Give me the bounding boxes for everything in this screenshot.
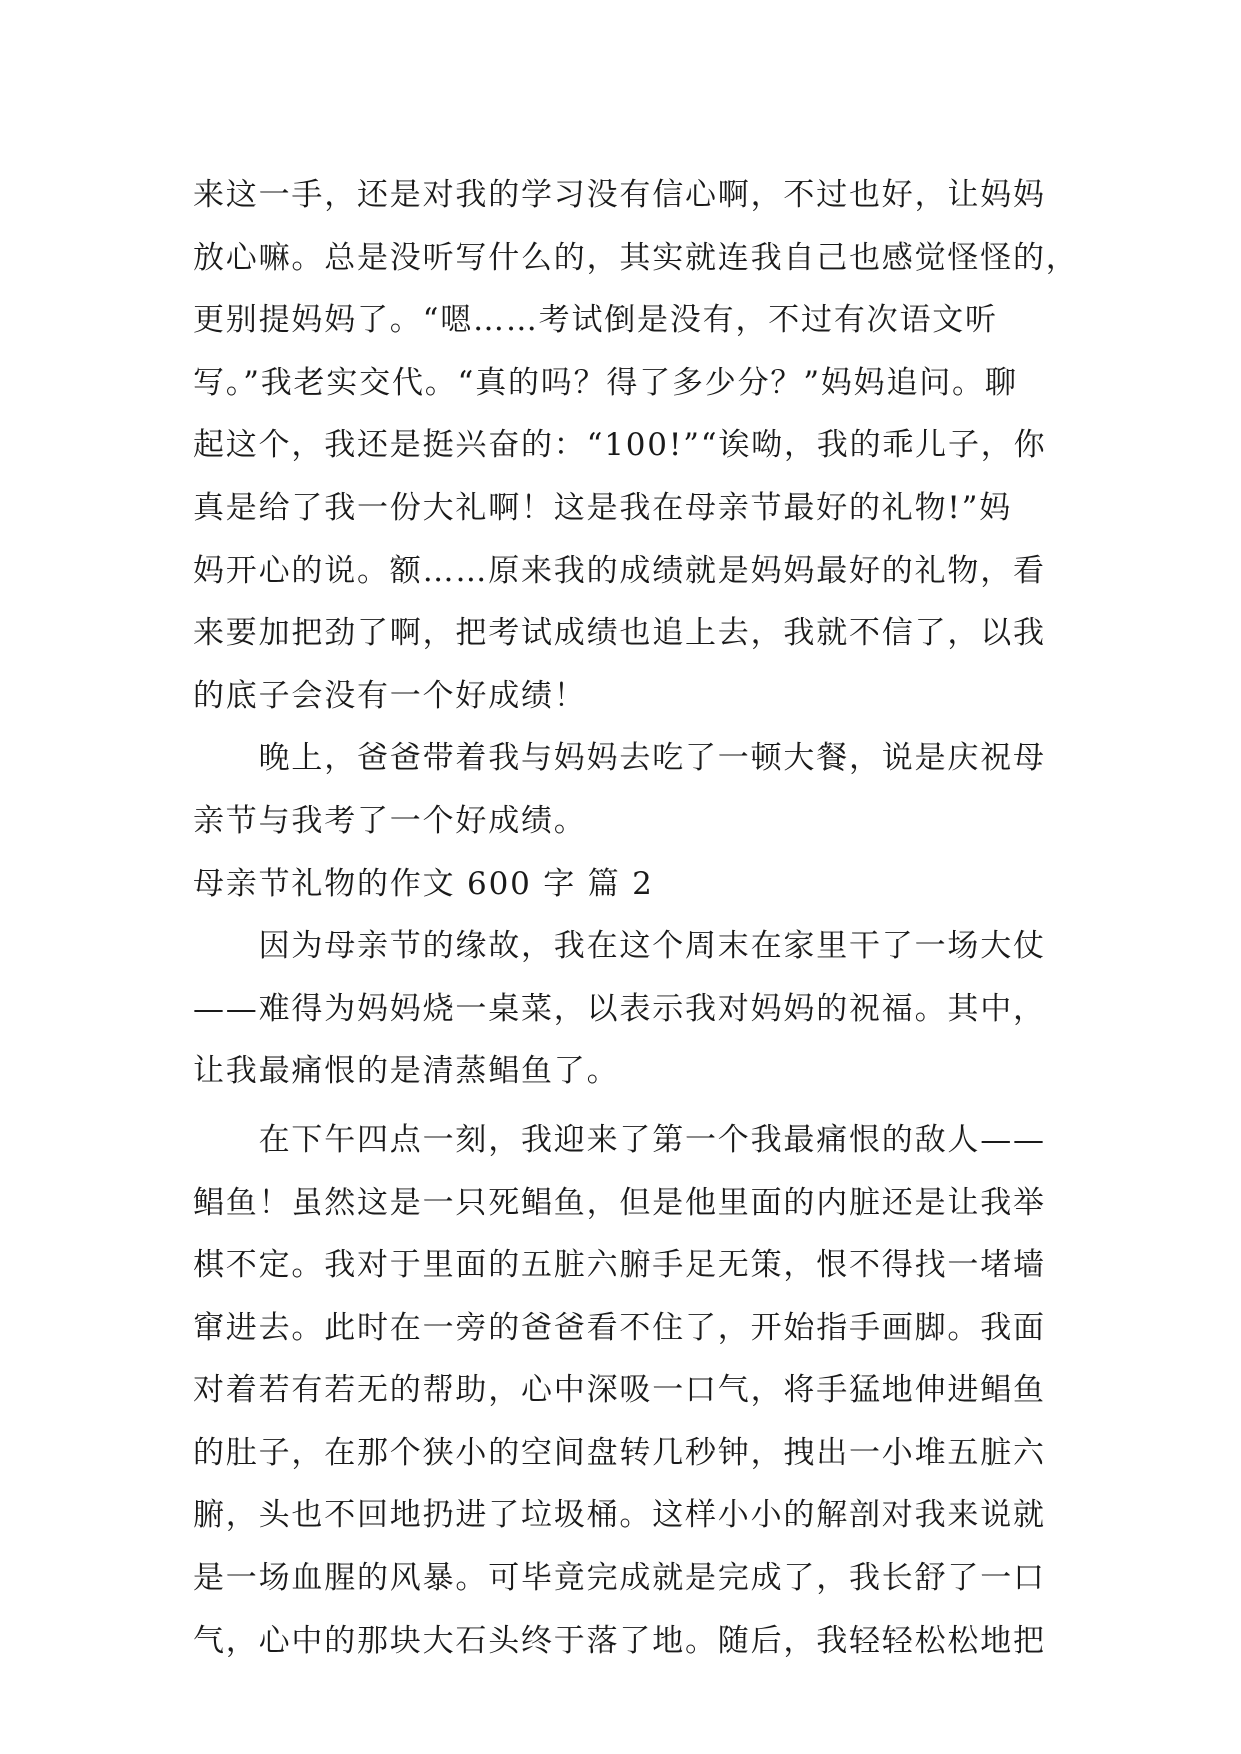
document-body <box>193 164 1079 1672</box>
text-line: 是一场血腥的风暴。可毕竟完成就是完成了，我长舒了一口 <box>193 1560 1046 1597</box>
text-line: ——难得为妈妈烧一桌菜，以表示我对妈妈的祝福。其中， <box>193 990 1046 1027</box>
text-line: 让我最痛恨的是清蒸鲳鱼了。 <box>193 1053 620 1090</box>
text-line: 棋不定。我对于里面的五脏六腑手足无策，恨不得找一堵墙 <box>193 1247 1046 1284</box>
text-line: 来要加把劲了啊，把考试成绩也追上去，我就不信了，以我 <box>193 615 1046 652</box>
text-line: 的肚子，在那个狭小的空间盘转几秒钟，拽出一小堆五脏六 <box>193 1434 1046 1471</box>
section-heading: 母亲节礼物的作文 600 字 篇 2 <box>193 865 654 902</box>
text-line: 妈开心的说。额……原来我的成绩就是妈妈最好的礼物，看 <box>193 552 1046 589</box>
text-line: 窜进去。此时在一旁的爸爸看不住了，开始指手画脚。我面 <box>193 1309 1046 1346</box>
text-line: 更别提妈妈了。“嗯……考试倒是没有，不过有次语文听 <box>193 302 998 339</box>
text-line: 亲节与我考了一个好成绩。 <box>193 802 587 839</box>
text-line: 气，心中的那块大石头终于落了地。随后，我轻轻松松地把 <box>193 1622 1046 1659</box>
text-line: 的底子会没有一个好成绩！ <box>193 677 587 714</box>
text-line: 鲳鱼！虽然这是一只死鲳鱼，但是他里面的内脏还是让我举 <box>193 1184 1046 1221</box>
text-line: 放心嘛。总是没听写什么的，其实就连我自己也感觉怪怪的， <box>193 239 1079 276</box>
text-line: 因为母亲节的缘故，我在这个周末在家里干了一场大仗 <box>193 928 1046 965</box>
text-line: 真是给了我一份大礼啊！这是我在母亲节最好的礼物!”妈 <box>193 489 1013 526</box>
text-line: 写。”我老实交代。“真的吗？得了多少分？”妈妈追问。聊 <box>193 364 1018 401</box>
text-line: 起这个，我还是挺兴奋的：“100!”“诶呦，我的乖儿子，你 <box>193 427 1047 464</box>
text-line: 来这一手，还是对我的学习没有信心啊，不过也好，让妈妈 <box>193 177 1046 213</box>
text-line: 在下午四点一刻，我迎来了第一个我最痛恨的敌人—— <box>193 1121 1046 1158</box>
text-line: 对着若有若无的帮助，心中深吸一口气，将手猛地伸进鲳鱼 <box>193 1372 1046 1409</box>
text-line: 腑，头也不回地扔进了垃圾桶。这样小小的解剖对我来说就 <box>193 1497 1046 1534</box>
text-line: 晚上，爸爸带着我与妈妈去吃了一顿大餐，说是庆祝母 <box>193 740 1046 777</box>
